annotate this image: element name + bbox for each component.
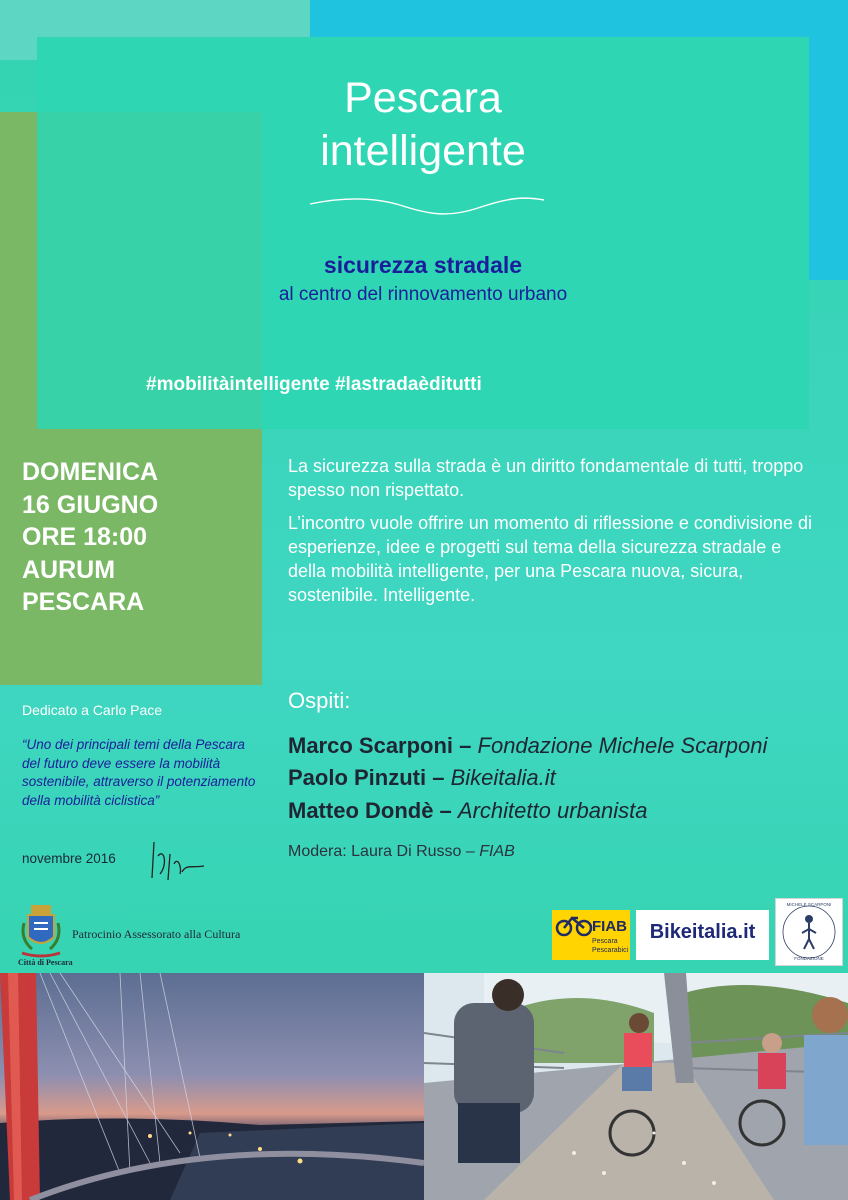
subtitle-bold: sicurezza stradale xyxy=(323,252,523,278)
guest-role: Fondazione Michele Scarponi xyxy=(477,733,768,758)
title-line-2: intelligente xyxy=(320,127,526,175)
fondazione-scarponi-logo xyxy=(775,898,843,966)
guest-item xyxy=(288,798,647,824)
guest-name: Paolo Pinzuti – xyxy=(288,765,445,790)
scarponi-bottom-text: FONDAZIONE xyxy=(794,956,824,961)
hashtags: #mobilitàintelligente #lastradaèditutti xyxy=(146,374,482,395)
event-date: 16 GIUGNO xyxy=(22,490,159,519)
bridge-sunset-photo xyxy=(0,973,424,1200)
title-line-1: Pescara xyxy=(344,74,502,122)
quote-date: novembre 2016 xyxy=(22,851,116,866)
fiab-line-1: Pescara xyxy=(592,938,618,945)
guests-heading: Ospiti: xyxy=(288,688,351,713)
cyclists-on-bridge-photo xyxy=(424,973,848,1200)
moderator-label: Modera: Laura Di Russo – xyxy=(288,843,475,860)
fiab-line-2: Pescarabici xyxy=(592,947,629,954)
signature-image xyxy=(148,834,208,884)
page-title xyxy=(37,72,809,178)
guest-name: Matteo Dondè – xyxy=(288,798,452,823)
scarponi-top-text: MICHELE SCARPONI xyxy=(786,902,832,907)
city-coat-of-arms-icon xyxy=(18,903,64,963)
city-label: Città di Pescara xyxy=(18,958,73,967)
event-venue: AURUM xyxy=(22,555,116,584)
guest-name: Marco Scarponi – xyxy=(288,733,472,758)
guest-role: Architetto urbanista xyxy=(457,798,648,823)
moderator xyxy=(288,843,515,861)
description-paragraph: L’incontro vuole offrire un momento di riflessione e condivisione di esperienze, idee e progetti sul tema della sicurezza stradale e della mobilità intelligente, per una Pescara nuova, sicura, sostenibile. Intelligente. xyxy=(288,513,812,605)
bikeitalia-text: Bikeitalia.it xyxy=(649,921,756,943)
guest-item xyxy=(288,733,767,759)
subtitle: al centro del rinnovamento urbano xyxy=(278,284,568,305)
fiab-name: FIAB xyxy=(592,918,627,935)
event-day: DOMENICA xyxy=(22,458,159,486)
dedication-quote: “Uno dei principali temi della Pescara del futuro deve essere la mobilità sostenibile, attraverso il potenziamento della mobilità ciclistica” xyxy=(22,737,256,808)
patronage-text: Patrocinio Assessorato alla Cultura xyxy=(72,927,241,941)
guest-role: Bikeitalia.it xyxy=(450,765,556,790)
event-time: ORE 18:00 xyxy=(22,523,148,551)
event-info xyxy=(22,456,158,619)
description-paragraph: La sicurezza sulla strada è un diritto fondamentale di tutti, troppo spesso non rispettato. xyxy=(288,456,804,500)
wave-underline-decoration xyxy=(308,190,548,220)
moderator-org: FIAB xyxy=(479,843,515,860)
guest-item xyxy=(288,765,556,791)
description xyxy=(288,454,823,616)
fiab-logo xyxy=(552,910,630,960)
dedication-title: Dedicato a Carlo Pace xyxy=(22,702,163,718)
bikeitalia-logo xyxy=(636,910,769,960)
event-city: PESCARA xyxy=(22,588,145,616)
